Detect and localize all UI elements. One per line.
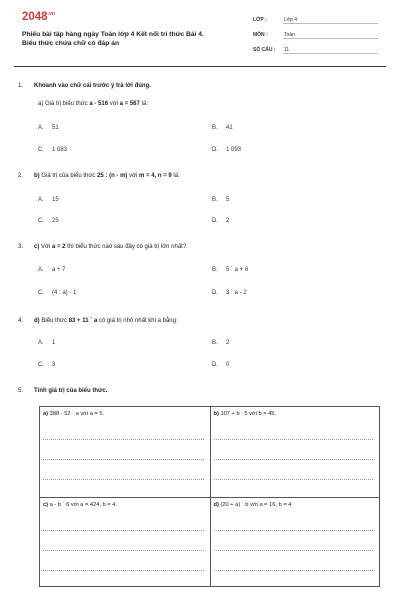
option-b[interactable] [212,267,248,273]
option-value: 3 [52,362,56,368]
answer-line [214,570,374,571]
text-bold: a = 567 [119,101,140,107]
worksheet-title [22,30,247,48]
cell-text: a - b ´ 6 với a = 424, b = 4. [49,501,117,508]
answer-line [214,459,374,460]
cell-label: d) [213,501,219,508]
answer-cell-b[interactable] [210,407,380,497]
option-letter: A. [38,125,44,131]
option-letter: D. [212,290,218,296]
answer-line [214,550,374,551]
option-value: 2 [226,218,230,224]
answer-line [43,530,204,531]
question-number: 3. [18,244,24,250]
text: Với [41,244,52,250]
option-b[interactable] [212,197,229,203]
meta-class-line [283,23,378,24]
option-c[interactable] [38,147,67,153]
meta-count [253,47,378,53]
text-bold: b) [34,173,42,179]
text-bold: d) [34,318,42,324]
option-value: 2 [226,340,230,346]
text: với [127,173,140,179]
option-letter: D. [212,218,218,224]
text-bold: 83 + 11 ´ a [68,318,98,324]
option-value: 1 093 [226,147,242,153]
option-value: 15 [52,197,59,203]
meta-count-line [283,53,378,54]
answer-line [214,439,374,440]
option-letter: C. [38,218,44,224]
question-number: 5. [18,388,24,394]
title-line-2: Biểu thức chứa chữ có đáp án [22,40,120,47]
option-letter: B. [212,267,218,273]
option-letter: D. [212,147,218,153]
text-bold: m = 4, n = 9 [139,173,172,179]
meta-subject-value: Toán [284,32,295,38]
text-bold: a = 2 [51,244,66,250]
option-letter: A. [38,340,44,346]
option-value: (4 : a) - 1 [52,290,77,296]
option-value: 0 [226,362,230,368]
option-value: 5 ´ a + 6 [226,267,249,273]
question-1-title [18,83,151,89]
option-value: 3 ´ a - 2 [226,290,247,296]
option-value: 41 [226,125,233,131]
option-value: 1 [52,340,56,346]
question-number: 4. [18,318,24,324]
text: là: [171,173,180,179]
answer-line [43,439,204,440]
text: với [108,101,120,107]
answer-cell-c[interactable] [40,497,210,587]
text: thì biểu thức nào sau đây có giá trị lớn nhất? [65,244,187,250]
text-bold: a - 516 [89,101,109,107]
question-3-title [18,244,186,250]
title-line-1: Phiếu bài tập hàng ngày Toán lớp 4 Kết nối tri thức Bài 4. [22,31,204,38]
question-number: 2. [18,173,24,179]
text: Biểu thức [41,318,69,324]
cell-label: a) [43,411,49,417]
option-a[interactable] [38,340,55,346]
text: có giá trị nhỏ nhất khi a bằng: [97,318,178,324]
logo-suffix: .vn [47,11,55,18]
meta-count-value: 11 [284,47,290,53]
option-d[interactable] [212,147,241,153]
meta-class [253,17,378,23]
question-5-title [18,388,107,394]
cell-label: c) [43,501,49,508]
meta-subject [253,32,378,38]
meta-subject-label: MÔN : [253,32,268,38]
cell-text: 388 - 52 ´ a với a = 5. [49,411,105,417]
text: Giá trị của biểu thức [41,173,98,179]
answer-line [43,479,204,480]
meta-count-label: SỐ CÂU : [253,47,276,53]
option-value: 5 [226,197,230,203]
answer-cell-a[interactable] [40,407,210,497]
cell-text: (20 + a) ´ b với a = 16, b = 4 [220,501,292,508]
text-bold: c) [34,244,42,250]
answer-cell-d[interactable] [210,497,380,587]
option-letter: D. [212,362,218,368]
option-a[interactable] [38,197,59,203]
answer-line [43,570,204,571]
site-logo[interactable] [22,11,55,23]
text-bold: 25 : (n - m) [97,173,128,179]
option-a[interactable] [38,125,59,131]
answer-line [214,530,374,531]
meta-class-label: LỚP : [253,17,267,23]
logo-text: 2048 [22,11,48,23]
text: là: [139,101,148,107]
option-letter: A. [38,267,44,273]
option-d[interactable] [212,362,229,368]
option-value: 51 [52,125,59,131]
option-letter: A. [38,197,44,203]
option-letter: B. [212,125,218,131]
option-c[interactable] [38,218,59,224]
answer-line [214,479,374,480]
cell-text: 107 + b : 5 với b = 45. [220,411,277,417]
question-2-title [18,173,180,179]
option-c[interactable] [38,362,55,368]
option-b[interactable] [212,125,233,131]
answer-line [43,459,204,460]
option-letter: B. [212,340,218,346]
option-letter: C. [38,362,44,368]
option-a[interactable] [38,267,66,273]
question-number: 1. [18,83,24,89]
option-letter: B. [212,197,218,203]
answer-line [43,550,204,551]
question-text: Tính giá trị của biểu thức. [34,388,108,394]
meta-class-value: Lớp 4 [284,17,298,23]
option-value: 1 083 [52,147,68,153]
option-value: 25 [52,218,59,224]
cell-label: b) [213,411,219,417]
option-d[interactable] [212,290,247,296]
option-c[interactable] [38,290,76,296]
question-text: Khoanh vào chữ cái trước ý trả lời đúng. [34,83,151,89]
answer-grid [39,406,380,587]
option-value: a + 7 [52,267,66,273]
option-d[interactable] [212,218,229,224]
option-letter: C. [38,147,44,153]
option-letter: C. [38,290,44,296]
option-b[interactable] [212,340,229,346]
question-4-title [18,318,178,324]
meta-subject-line [283,38,378,39]
header-divider [14,66,386,67]
question-1-subtitle [38,101,148,107]
text: a) Giá trị biểu thức [38,101,90,107]
